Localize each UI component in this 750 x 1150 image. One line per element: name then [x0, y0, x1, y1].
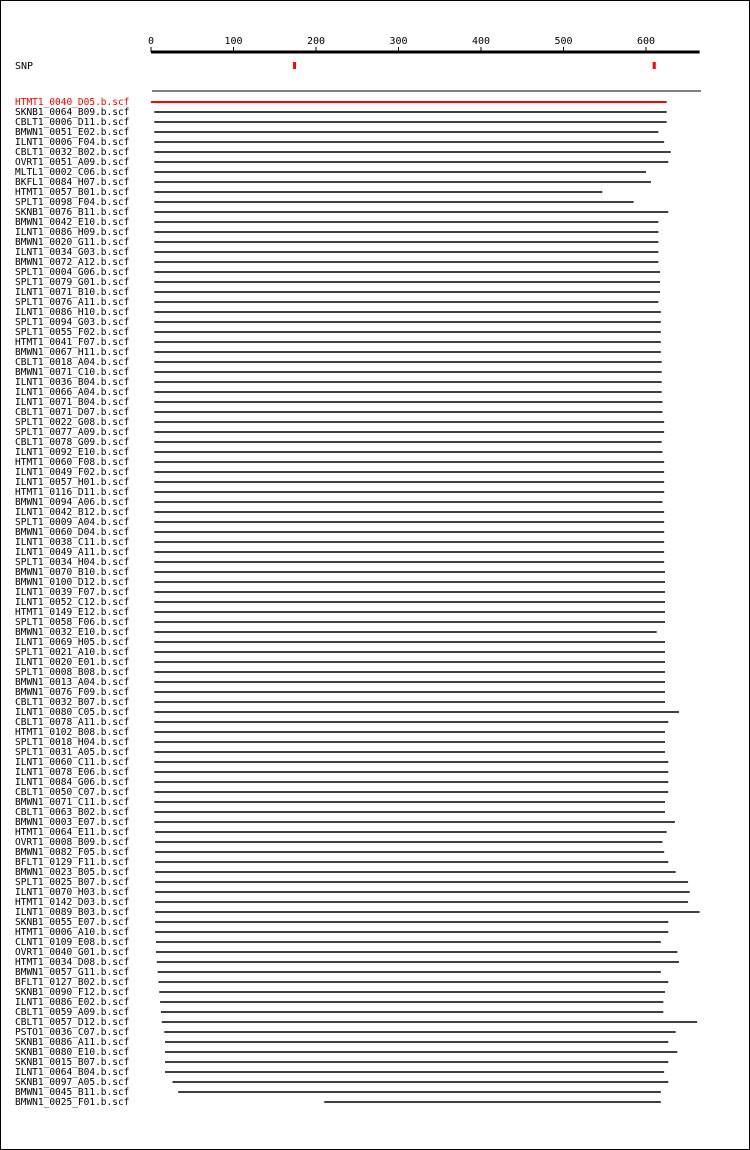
read-name-label[interactable]: SPLT1_0094_G03.b.scf — [15, 317, 130, 328]
read-name-label[interactable]: SPLT1_0031_A05.b.scf — [15, 747, 130, 758]
read-name-label[interactable]: BFLT1_0127_B02.b.scf — [15, 977, 130, 988]
read-name-label[interactable]: ILNT1_0071_B04.b.scf — [15, 397, 130, 408]
read-name-label[interactable]: ILNT1_0069_H05.b.scf — [15, 637, 130, 648]
read-name-label[interactable]: BMWN1_0032_E10.b.scf — [15, 627, 130, 638]
read-name-label[interactable]: BMWN1_0076_F09.b.scf — [15, 687, 130, 698]
read-name-label[interactable]: HTMT1_0102_B08.b.scf — [15, 727, 130, 738]
read-name-label[interactable]: BMWN1_0003_E07.b.scf — [15, 817, 130, 828]
read-name-label[interactable]: ILNT1_0092_E10.b.scf — [15, 447, 130, 458]
read-name-label[interactable]: HTMT1_0116_D11.b.scf — [15, 487, 130, 498]
read-name-label[interactable]: ILNT1_0042_B12.b.scf — [15, 507, 130, 518]
read-name-label[interactable]: ILNT1_0086_H10.b.scf — [15, 307, 130, 318]
snp-marker — [293, 62, 296, 69]
read-name-label[interactable]: ILNT1_0057_H01.b.scf — [15, 477, 130, 488]
read-row[interactable] — [15, 1097, 661, 1108]
read-name-label[interactable]: BMWN1_0042_E10.b.scf — [15, 217, 130, 228]
scale-tick-label: 500 — [554, 36, 573, 47]
scale-tick-label: 100 — [224, 36, 243, 47]
read-name-label[interactable]: BMWN1_0023_B05.b.scf — [15, 867, 130, 878]
read-name-label[interactable]: SPLT1_0008_B08.b.scf — [15, 667, 130, 678]
read-name-label[interactable]: CBLT1_0063_B02.b.scf — [15, 807, 130, 818]
read-name-label[interactable]: SKNB1_0090_F12.b.scf — [15, 987, 130, 998]
read-name-label[interactable]: SPLT1_0025_B07.b.scf — [15, 877, 130, 888]
read-name-label[interactable]: CBLT1_0018_A04.b.scf — [15, 357, 130, 368]
read-name-label[interactable]: ILNT1_0080_C05.b.scf — [15, 707, 130, 718]
read-name-label[interactable]: SPLT1_0021_A10.b.scf — [15, 647, 130, 658]
read-name-label[interactable]: HTMT1_0064_E11.b.scf — [15, 827, 130, 838]
read-name-label[interactable]: ILNT1_0039_F07.b.scf — [15, 587, 130, 598]
read-name-label[interactable]: HTMT1_0006_A10.b.scf — [15, 927, 130, 938]
read-name-label[interactable]: CBLT1_0032_B07.b.scf — [15, 697, 130, 708]
read-name-label[interactable]: CBLT1_0078_G09.b.scf — [15, 437, 130, 448]
read-name-label[interactable]: SPLT1_0079_G01.b.scf — [15, 277, 130, 288]
read-name-label[interactable]: BMWN1_0020_G11.b.scf — [15, 237, 130, 248]
read-name-label[interactable]: ILNT1_0034_G03.b.scf — [15, 247, 130, 258]
read-name-label[interactable]: SPLT1_0009_A04.b.scf — [15, 517, 130, 528]
read-name-label[interactable]: BMWN1_0082_F05.b.scf — [15, 847, 130, 858]
read-name-label[interactable]: ILNT1_0089_B03.b.scf — [15, 907, 130, 918]
read-name-label[interactable]: BMWN1_0071_C11.b.scf — [15, 797, 130, 808]
read-name-label[interactable]: HTMT1_0142_D03.b.scf — [15, 897, 130, 908]
read-name-label[interactable]: HTMT1_0060_F08.b.scf — [15, 457, 130, 468]
read-name-label[interactable]: HTMT1_0040_D05.b.scf — [15, 97, 130, 108]
read-name-label[interactable]: ILNT1_0060_C11.b.scf — [15, 757, 130, 768]
read-name-label[interactable]: ILNT1_0049_A11.b.scf — [15, 547, 130, 558]
read-name-label[interactable]: BMWN1_0025_F01.b.scf — [15, 1097, 130, 1108]
read-name-label[interactable]: CLNT1_0109_E08.b.scf — [15, 937, 130, 948]
read-name-label[interactable]: BMWN1_0051_E02.b.scf — [15, 127, 130, 138]
read-name-label[interactable]: BMWN1_0072_A12.b.scf — [15, 257, 130, 268]
read-name-label[interactable]: BMWN1_0071_C10.b.scf — [15, 367, 130, 378]
read-name-label[interactable]: MLTL1_0002_C06.b.scf — [15, 167, 130, 178]
read-name-label[interactable]: CBLT1_0032_B02.b.scf — [15, 147, 130, 158]
read-name-label[interactable]: ILNT1_0086_H09.b.scf — [15, 227, 130, 238]
read-name-label[interactable]: PSTO1_0036_C07.b.scf — [15, 1027, 130, 1038]
read-name-label[interactable]: ILNT1_0084_G06.b.scf — [15, 777, 130, 788]
read-name-label[interactable]: ILNT1_0052_C12.b.scf — [15, 597, 130, 608]
read-name-label[interactable]: HTMT1_0041_F07.b.scf — [15, 337, 130, 348]
read-name-label[interactable]: BMWN1_0070_B10.b.scf — [15, 567, 130, 578]
read-name-label[interactable]: BMWN1_0100_D12.b.scf — [15, 577, 130, 588]
read-name-label[interactable]: BFLT1_0129_F11.b.scf — [15, 857, 130, 868]
read-list — [15, 97, 700, 1108]
read-name-label[interactable]: CBLT1_0057_D12.b.scf — [15, 1017, 130, 1028]
read-name-label[interactable]: SPLT1_0077_A09.b.scf — [15, 427, 130, 438]
read-name-label[interactable]: HTMT1_0057_B01.b.scf — [15, 187, 130, 198]
read-name-label[interactable]: SPLT1_0098_F04.b.scf — [15, 197, 130, 208]
read-name-label[interactable]: ILNT1_0006_F04.b.scf — [15, 137, 130, 148]
read-name-label[interactable]: SPLT1_0018_H04.b.scf — [15, 737, 130, 748]
read-name-label[interactable]: BMWN1_0094_A06.b.scf — [15, 497, 130, 508]
read-name-label[interactable]: BMWN1_0013_A04.b.scf — [15, 677, 130, 688]
snp-track — [15, 61, 656, 72]
read-name-label[interactable]: SKNB1_0086_A11.b.scf — [15, 1037, 130, 1048]
read-name-label[interactable]: SPLT1_0076_A11.b.scf — [15, 297, 130, 308]
read-name-label[interactable]: SKNB1_0080_E10.b.scf — [15, 1047, 130, 1058]
read-name-label[interactable]: BMWN1_0067_H11.b.scf — [15, 347, 130, 358]
read-name-label[interactable]: CBLT1_0059_A09.b.scf — [15, 1007, 130, 1018]
read-name-label[interactable]: ILNT1_0086_E02.b.scf — [15, 997, 130, 1008]
read-name-label[interactable]: ILNT1_0036_B04.b.scf — [15, 377, 130, 388]
read-name-label[interactable]: BMWN1_0057_G11.b.scf — [15, 967, 130, 978]
read-name-label[interactable]: SPLT1_0004_G06.b.scf — [15, 267, 130, 278]
read-name-label[interactable]: BMWN1_0060_D04.b.scf — [15, 527, 130, 538]
read-name-label[interactable]: ILNT1_0038_C11.b.scf — [15, 537, 130, 548]
snp-marker — [653, 62, 656, 69]
read-name-label[interactable]: HTMT1_0149_E12.b.scf — [15, 607, 130, 618]
scale-tick-label: 400 — [471, 36, 491, 47]
read-name-label[interactable]: CBLT1_0071_D07.b.scf — [15, 407, 130, 418]
read-alignment-diagram — [1, 1, 749, 1149]
read-name-label[interactable]: SKNB1_0055_E07.b.scf — [15, 917, 130, 928]
scale-tick-label: 200 — [306, 36, 326, 47]
position-scale — [148, 36, 700, 52]
read-name-label[interactable]: ILNT1_0071_B10.b.scf — [15, 287, 130, 298]
read-name-label[interactable]: CBLT1_0078_A11.b.scf — [15, 717, 130, 728]
read-name-label[interactable]: CBLT1_0006_D11.b.scf — [15, 117, 130, 128]
read-name-label[interactable]: BMWN1_0045_B11.b.scf — [15, 1087, 130, 1098]
read-name-label[interactable]: ILNT1_0049_F02.b.scf — [15, 467, 130, 478]
read-name-label[interactable]: OVRT1_0051_A09.b.scf — [15, 157, 130, 168]
read-name-label[interactable]: OVRT1_0008_B09.b.scf — [15, 837, 130, 848]
read-name-label[interactable]: SPLT1_0034_H04.b.scf — [15, 557, 130, 568]
read-name-label[interactable]: ILNT1_0078_E06.b.scf — [15, 767, 130, 778]
read-name-label[interactable]: ILNT1_0070_H03.b.scf — [15, 887, 130, 898]
read-name-label[interactable]: ILNT1_0020_E01.b.scf — [15, 657, 130, 668]
read-name-label[interactable]: OVRT1_0040_G01.b.scf — [15, 947, 130, 958]
read-name-label[interactable]: ILNT1_0064_B04.b.scf — [15, 1067, 130, 1078]
scale-tick-label: 0 — [147, 36, 155, 47]
read-name-label[interactable]: SKNB1_0097_A05.b.scf — [15, 1077, 130, 1088]
snp-track-label: SNP — [15, 61, 34, 72]
scale-tick-label: 600 — [636, 36, 656, 47]
read-name-label[interactable]: SPLT1_0058_F06.b.scf — [15, 617, 130, 628]
scale-tick-label: 300 — [389, 36, 408, 47]
read-name-label[interactable]: SPLT1_0055_F02.b.scf — [15, 327, 130, 338]
read-name-label[interactable]: SKNB1_0064_B09.b.scf — [15, 107, 130, 118]
read-name-label[interactable]: SPLT1_0022_G08.b.scf — [15, 417, 130, 428]
read-name-label[interactable]: HTMT1_0034_D08.b.scf — [15, 957, 130, 968]
read-name-label[interactable]: SKNB1_0076_B11.b.scf — [15, 207, 130, 218]
read-name-label[interactable]: BKFL1_0084_H07.b.scf — [15, 177, 130, 188]
read-name-label[interactable]: CBLT1_0050_C07.b.scf — [15, 787, 130, 798]
read-name-label[interactable]: ILNT1_0066_A04.b.scf — [15, 387, 130, 398]
read-name-label[interactable]: SKNB1_0015_B07.b.scf — [15, 1057, 130, 1068]
